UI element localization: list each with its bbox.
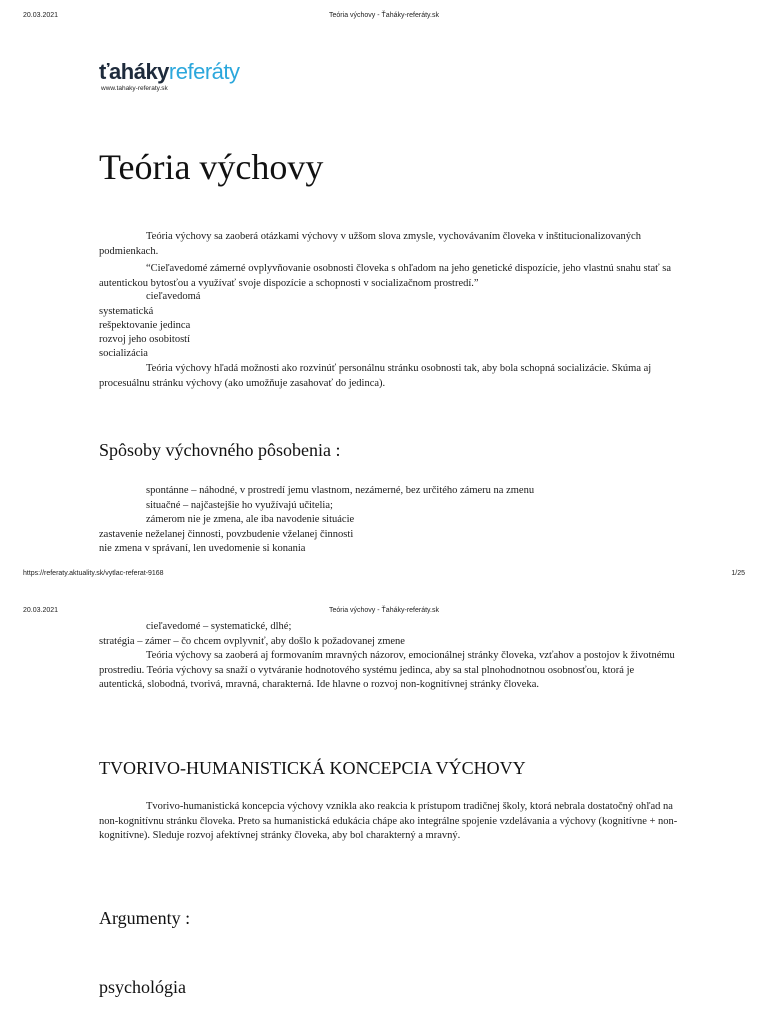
sposoby-line: zámerom nie je zmena, ale iba navodenie situácie — [146, 514, 355, 525]
page1-footer-url[interactable]: https://referaty.aktuality.sk/vytlac-referat-9168 — [23, 570, 164, 577]
page2-header-title: Teória výchovy - Ťaháky-referáty.sk — [329, 607, 439, 614]
page2-header-date: 20.03.2021 — [23, 607, 59, 614]
sposoby-line: situačné – najčastejšie ho využívajú učitelia; — [146, 500, 333, 511]
list-item: rozvoj jeho osobitostí — [99, 334, 190, 345]
sposoby-line: zastavenie neželanej činnosti, povzbudenie vželanej činnosti — [99, 529, 354, 540]
page1-footer-page: 1/25 — [731, 570, 745, 577]
site-logo[interactable] — [99, 59, 240, 93]
section-heading-argumenty: Argumenty : — [99, 908, 191, 928]
list-item: systematická — [99, 306, 154, 317]
sposoby-line: nie zmena v správaní, len uvedomenie si konania — [99, 543, 306, 554]
list-item: rešpektovanie jedinca — [99, 320, 191, 331]
logo-text-tahaky: ťaháky — [99, 59, 169, 84]
paragraph-tvorivo: Tvorivo-humanistická koncepcia výchovy vznikla ako reakcia k prístupom tradičnej školy, ktorá nebrala dostatočný ohľad na non-kognitívnu stránku človeka. Preto sa humanistická edukácia chápe ako integrálne spojenie vzdelávania a výchovy (kognitívne + non-kognitívne). Sleduje rozvoj afektívnej stránky človeka, aby bol charakterný a mravný. — [99, 801, 678, 841]
logo-url: www.tahaky-referaty.sk — [101, 85, 168, 92]
logo-text-referaty: referáty — [168, 59, 240, 84]
page2-line: cieľavedomé – systematické, dlhé; — [146, 621, 292, 632]
page-title: Teória výchovy — [99, 147, 324, 187]
sposoby-line: spontánne – náhodné, v prostredí jemu vlastnom, nezámerné, bez určitého zámeru na zmenu — [146, 485, 535, 496]
page1-header-date: 20.03.2021 — [23, 12, 59, 19]
intro-paragraph: Teória výchovy sa zaoberá otázkami výchovy v užšom slova zmysle, vychovávaním človeka v inštitucionalizovaných podmienkach. — [99, 231, 641, 257]
page2-line: stratégia – zámer – čo chcem ovplyvniť, aby došlo k požadovanej zmene — [99, 636, 405, 647]
list-item: cieľavedomá — [146, 291, 201, 302]
paragraph-personal-side: Teória výchovy hľadá možnosti ako rozvinúť personálnu stránku osobnosti tak, aby bola schopná socializácie. Skúma aj procesuálnu stránku výchovy (ako umožňuje zasahovať do jedinca). — [99, 363, 652, 389]
definition-quote: “Cieľavedomé zámerné ovplyvňovanie osobnosti človeka s ohľadom na jeho genetické dispozície, jeho vlastnú snahu stať sa autentickou bytosťou a využívať svoje dispozície a schopnosti v socializačnom prostredí.” — [99, 263, 672, 289]
section-heading-tvorivo: TVORIVO-HUMANISTICKÁ KONCEPCIA VÝCHOVY — [99, 758, 526, 778]
page1-header-title: Teória výchovy - Ťaháky-referáty.sk — [329, 12, 439, 19]
list-item: socializácia — [99, 348, 148, 359]
section-heading-psychologia: psychológia — [99, 977, 186, 997]
paragraph-moral-views: Teória výchovy sa zaoberá aj formovaním mravných názorov, emocionálnej stránky človeka, vzťahov a postojov k životnému prostrediu. Teória výchovy sa snaží o vytváranie hodnotového systému jedinca, aby sa stal plnohodnotnou osobnosťou, ktorá je autentická, slobodná, tvorivá, mravná, charakterná. Ide hlavne o rozvoj non-kognitívnej stránky človeka. — [99, 650, 675, 690]
section-heading-sposoby: Spôsoby výchovného pôsobenia : — [99, 440, 341, 460]
